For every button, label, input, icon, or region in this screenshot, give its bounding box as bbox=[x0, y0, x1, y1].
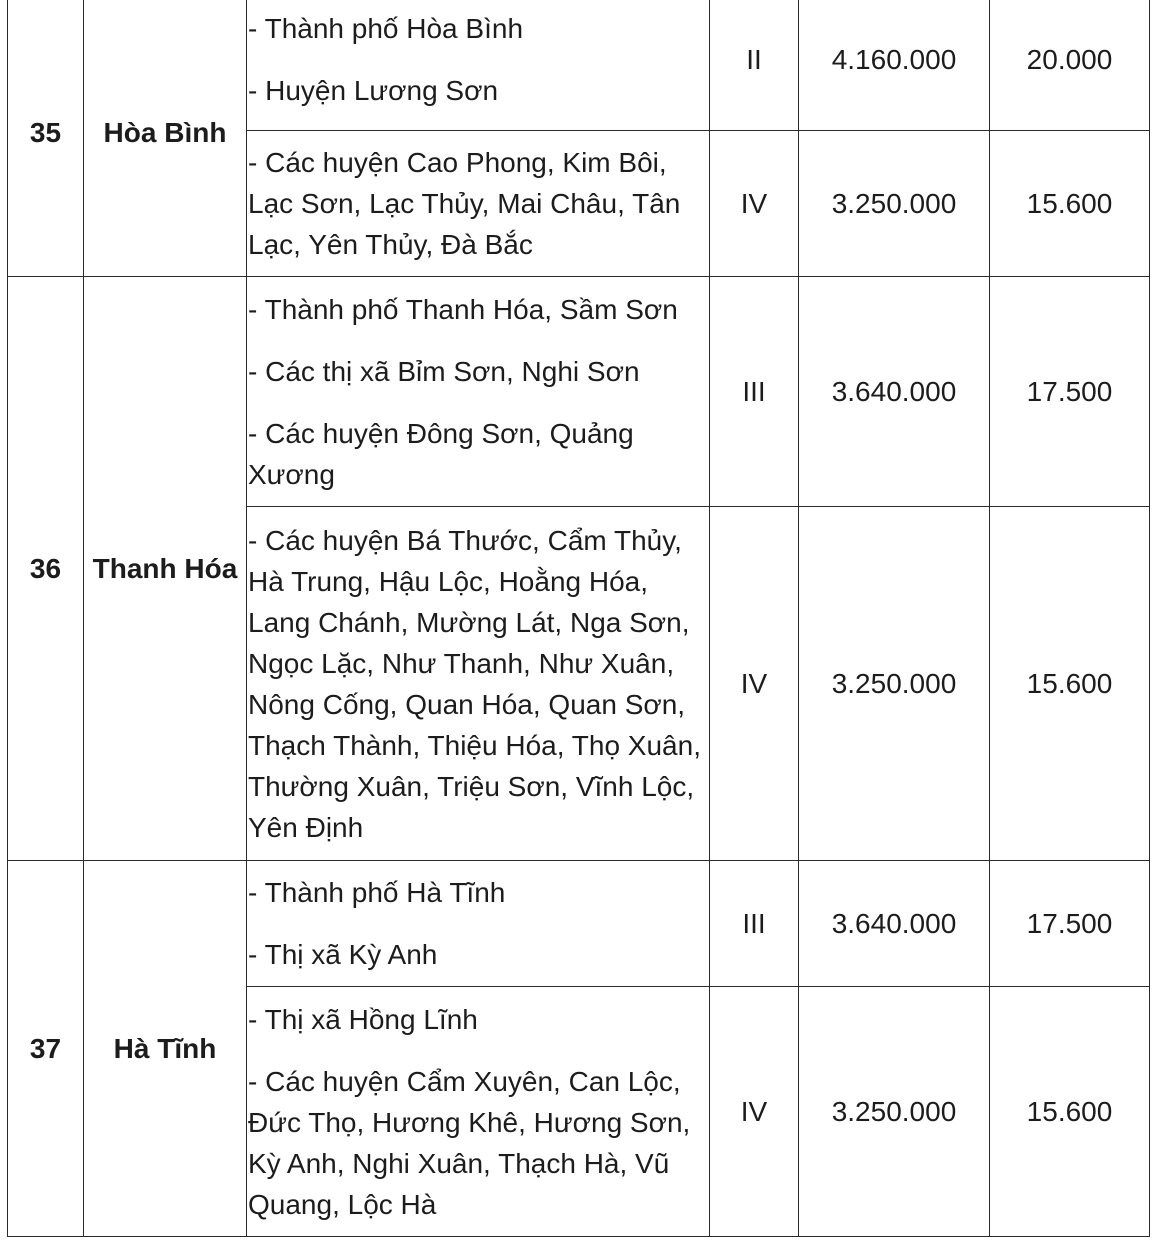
area-item: - Thị xã Kỳ Anh bbox=[248, 939, 438, 970]
monthly-wage-cell: 3.640.000 bbox=[799, 277, 990, 507]
region-cell: II bbox=[710, 0, 799, 131]
table-row bbox=[8, 861, 1150, 987]
area-item: - Thành phố Thanh Hóa, Sầm Sơn bbox=[248, 293, 678, 325]
hourly-wage-cell: 17.500 bbox=[990, 277, 1150, 507]
area-list bbox=[247, 0, 710, 131]
area-list bbox=[247, 987, 710, 1237]
area-item: - Thành phố Hà Tĩnh bbox=[248, 877, 506, 908]
area-list bbox=[247, 131, 710, 277]
monthly-wage-cell: 4.160.000 bbox=[799, 0, 990, 131]
hourly-wage-cell: 17.500 bbox=[990, 861, 1150, 987]
hourly-wage-cell: 20.000 bbox=[990, 0, 1150, 131]
region-cell: IV bbox=[710, 131, 799, 277]
area-list bbox=[247, 507, 710, 861]
region-cell: IV bbox=[710, 507, 799, 861]
monthly-wage-cell: 3.250.000 bbox=[799, 507, 990, 861]
province-name: Hà Tĩnh bbox=[84, 861, 247, 1237]
area-item: - Các huyện Đông Sơn, Quảng Xương bbox=[248, 417, 634, 490]
area-item: - Các thị xã Bỉm Sơn, Nghi Sơn bbox=[248, 355, 640, 387]
region-cell: IV bbox=[710, 987, 799, 1237]
monthly-wage-cell: 3.250.000 bbox=[799, 131, 990, 277]
province-name: Hòa Bình bbox=[84, 0, 247, 277]
area-item: - Các huyện Bá Thước, Cẩm Thủy, Hà Trung, Hậu Lộc, Hoằng Hóa, Lang Chánh, Mường Lát, Nga Sơn, Ngọc Lặc, Như Thanh, Như Xuân, Nông Cống, Quan Hóa, Quan Sơn, Thạch Thành, Thiệu Hóa, Thọ Xuân, Thường Xuân, Triệu Sơn, Vĩnh Lộc, Yên Định bbox=[248, 524, 701, 843]
table-row bbox=[8, 0, 1150, 131]
table-row bbox=[8, 277, 1150, 507]
area-list bbox=[247, 277, 710, 507]
hourly-wage-cell: 15.600 bbox=[990, 987, 1150, 1237]
area-item: - Huyện Lương Sơn bbox=[248, 75, 499, 106]
province-name: Thanh Hóa bbox=[84, 277, 247, 861]
hourly-wage-cell: 15.600 bbox=[990, 131, 1150, 277]
province-number: 35 bbox=[8, 0, 84, 277]
area-item: - Các huyện Cẩm Xuyên, Can Lộc, Đức Thọ, Hương Khê, Hương Sơn, Kỳ Anh, Nghi Xuân, Thạch Hà, Vũ Quang, Lộc Hà bbox=[248, 1065, 691, 1220]
area-item: - Thành phố Hòa Bình bbox=[248, 13, 524, 44]
province-number: 36 bbox=[8, 277, 84, 861]
monthly-wage-cell: 3.250.000 bbox=[799, 987, 990, 1237]
minimum-wage-table bbox=[7, 0, 1150, 1237]
area-item: - Các huyện Cao Phong, Kim Bôi, Lạc Sơn, Lạc Thủy, Mai Châu, Tân Lạc, Yên Thủy, Đà Bắc bbox=[248, 147, 681, 260]
area-list bbox=[247, 861, 710, 987]
region-cell: III bbox=[710, 861, 799, 987]
hourly-wage-cell: 15.600 bbox=[990, 507, 1150, 861]
monthly-wage-cell: 3.640.000 bbox=[799, 861, 990, 987]
area-item: - Thị xã Hồng Lĩnh bbox=[248, 1003, 478, 1035]
province-number: 37 bbox=[8, 861, 84, 1237]
region-cell: III bbox=[710, 277, 799, 507]
